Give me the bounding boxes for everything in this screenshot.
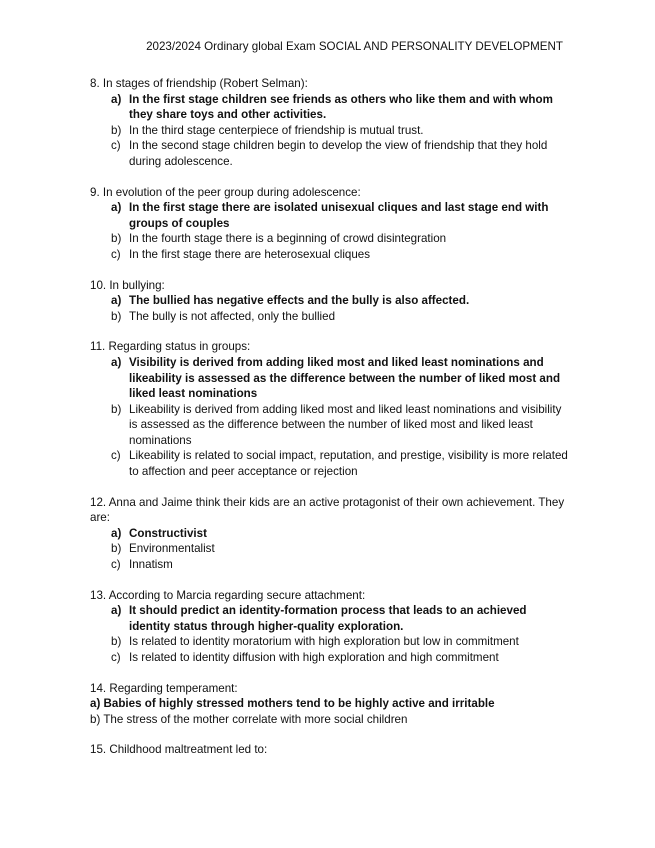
option-text: In the first stage there are heterosexual cliques (129, 247, 371, 261)
option-b: b) The stress of the mother correlate with more social children (90, 712, 408, 726)
option-text: The bullied has negative effects and the bully is also affected. (129, 294, 470, 308)
option-label: a) (111, 201, 122, 215)
option-list (90, 526, 568, 573)
question-9 (90, 185, 568, 263)
option-label: a) (111, 604, 122, 618)
option-a (90, 355, 568, 402)
option-text: In the fourth stage there is a beginning of crowd disintegration (129, 232, 447, 246)
option-label: c) (111, 247, 121, 261)
option-label: b) (111, 232, 122, 246)
question-list (90, 76, 568, 773)
question-title: 10. In bullying: (90, 278, 165, 292)
option-label: c) (111, 651, 121, 664)
option-b (90, 231, 568, 247)
question-title: 14. Regarding temperament: (90, 681, 238, 695)
option-b (90, 123, 568, 139)
question-14 (90, 681, 568, 728)
option-text: Likeability is derived from adding liked most and liked least nominations and visibility is assessed as the difference between the number of liked most and liked least nominations (129, 402, 562, 447)
option-list (90, 355, 568, 480)
question-10 (90, 278, 568, 325)
option-c (90, 138, 568, 169)
question-title: 9. In evolution of the peer group during adolescence: (90, 185, 361, 199)
option-label: a) (111, 92, 122, 106)
option-label: a) (111, 294, 122, 308)
option-list (90, 200, 568, 262)
option-a (90, 92, 568, 123)
question-title: 12. Anna and Jaime think their kids are an active protagonist of their own achievement. They are: (90, 495, 565, 525)
option-label: b) (111, 309, 122, 323)
option-label: c) (111, 139, 121, 153)
option-text: In the second stage children begin to develop the view of friendship that they hold during adolescence. (129, 139, 548, 168)
option-b (90, 309, 568, 325)
option-text: It should predict an identity-formation process that leads to an achieved identity status through higher-quality exploration. (129, 604, 527, 633)
option-label: c) (111, 449, 121, 463)
option-label: b) (111, 542, 122, 556)
option-text: In the first stage children see friends as others who like them and with whom they share toys and other activities. (129, 92, 553, 122)
option-c (90, 650, 568, 666)
option-text: In the first stage there are isolated unisexual cliques and last stage end with groups of couples (129, 201, 549, 230)
option-text: The bully is not affected, only the bullied (129, 309, 336, 323)
option-label: b) (111, 635, 122, 649)
question-title: 15. Childhood maltreatment led to: (90, 743, 268, 757)
option-a (90, 526, 568, 542)
question-title: 13. According to Marcia regarding secure attachment: (90, 588, 366, 602)
question-15 (90, 742, 568, 758)
option-label: b) (111, 402, 122, 416)
option-text: In the third stage centerpiece of friendship is mutual trust. (129, 123, 424, 137)
question-title: 11. Regarding status in groups: (90, 340, 251, 354)
question-12 (90, 495, 568, 573)
option-a (90, 603, 568, 634)
option-text: Is related to identity diffusion with high exploration and high commitment (129, 651, 499, 664)
option-label: a) (111, 526, 122, 540)
option-label: c) (111, 558, 121, 572)
question-8 (90, 76, 568, 170)
option-c (90, 448, 568, 479)
option-b (90, 541, 568, 557)
option-label: b) (111, 123, 122, 137)
option-list (90, 603, 568, 665)
option-text: Innatism (129, 558, 173, 572)
option-b (90, 402, 568, 449)
option-c (90, 247, 568, 263)
option-a (90, 200, 568, 231)
option-label: a) (111, 355, 122, 369)
page-header: 2023/2024 Ordinary global Exam SOCIAL AND PERSONALITY DEVELOPMENT (146, 40, 563, 53)
option-a (90, 293, 568, 309)
option-b (90, 634, 568, 650)
question-13 (90, 588, 568, 666)
option-text: Visibility is derived from adding liked most and liked least nominations and likeability is assessed as the difference between the number of liked most and liked least nominations (129, 355, 561, 401)
question-title: 8. In stages of friendship (Robert Selman): (90, 77, 308, 90)
option-list (90, 92, 568, 170)
option-text: Constructivist (129, 526, 207, 540)
option-text: Likeability is related to social impact, reputation, and prestige, visibility is more related to affection and peer acceptance or rejection (129, 449, 568, 479)
option-a: a) Babies of highly stressed mothers tend to be highly active and irritable (90, 697, 495, 711)
question-11 (90, 339, 568, 479)
option-list (90, 293, 568, 324)
option-c (90, 557, 568, 573)
option-text: Environmentalist (129, 542, 215, 556)
option-text: Is related to identity moratorium with high exploration but low in commitment (129, 635, 519, 649)
